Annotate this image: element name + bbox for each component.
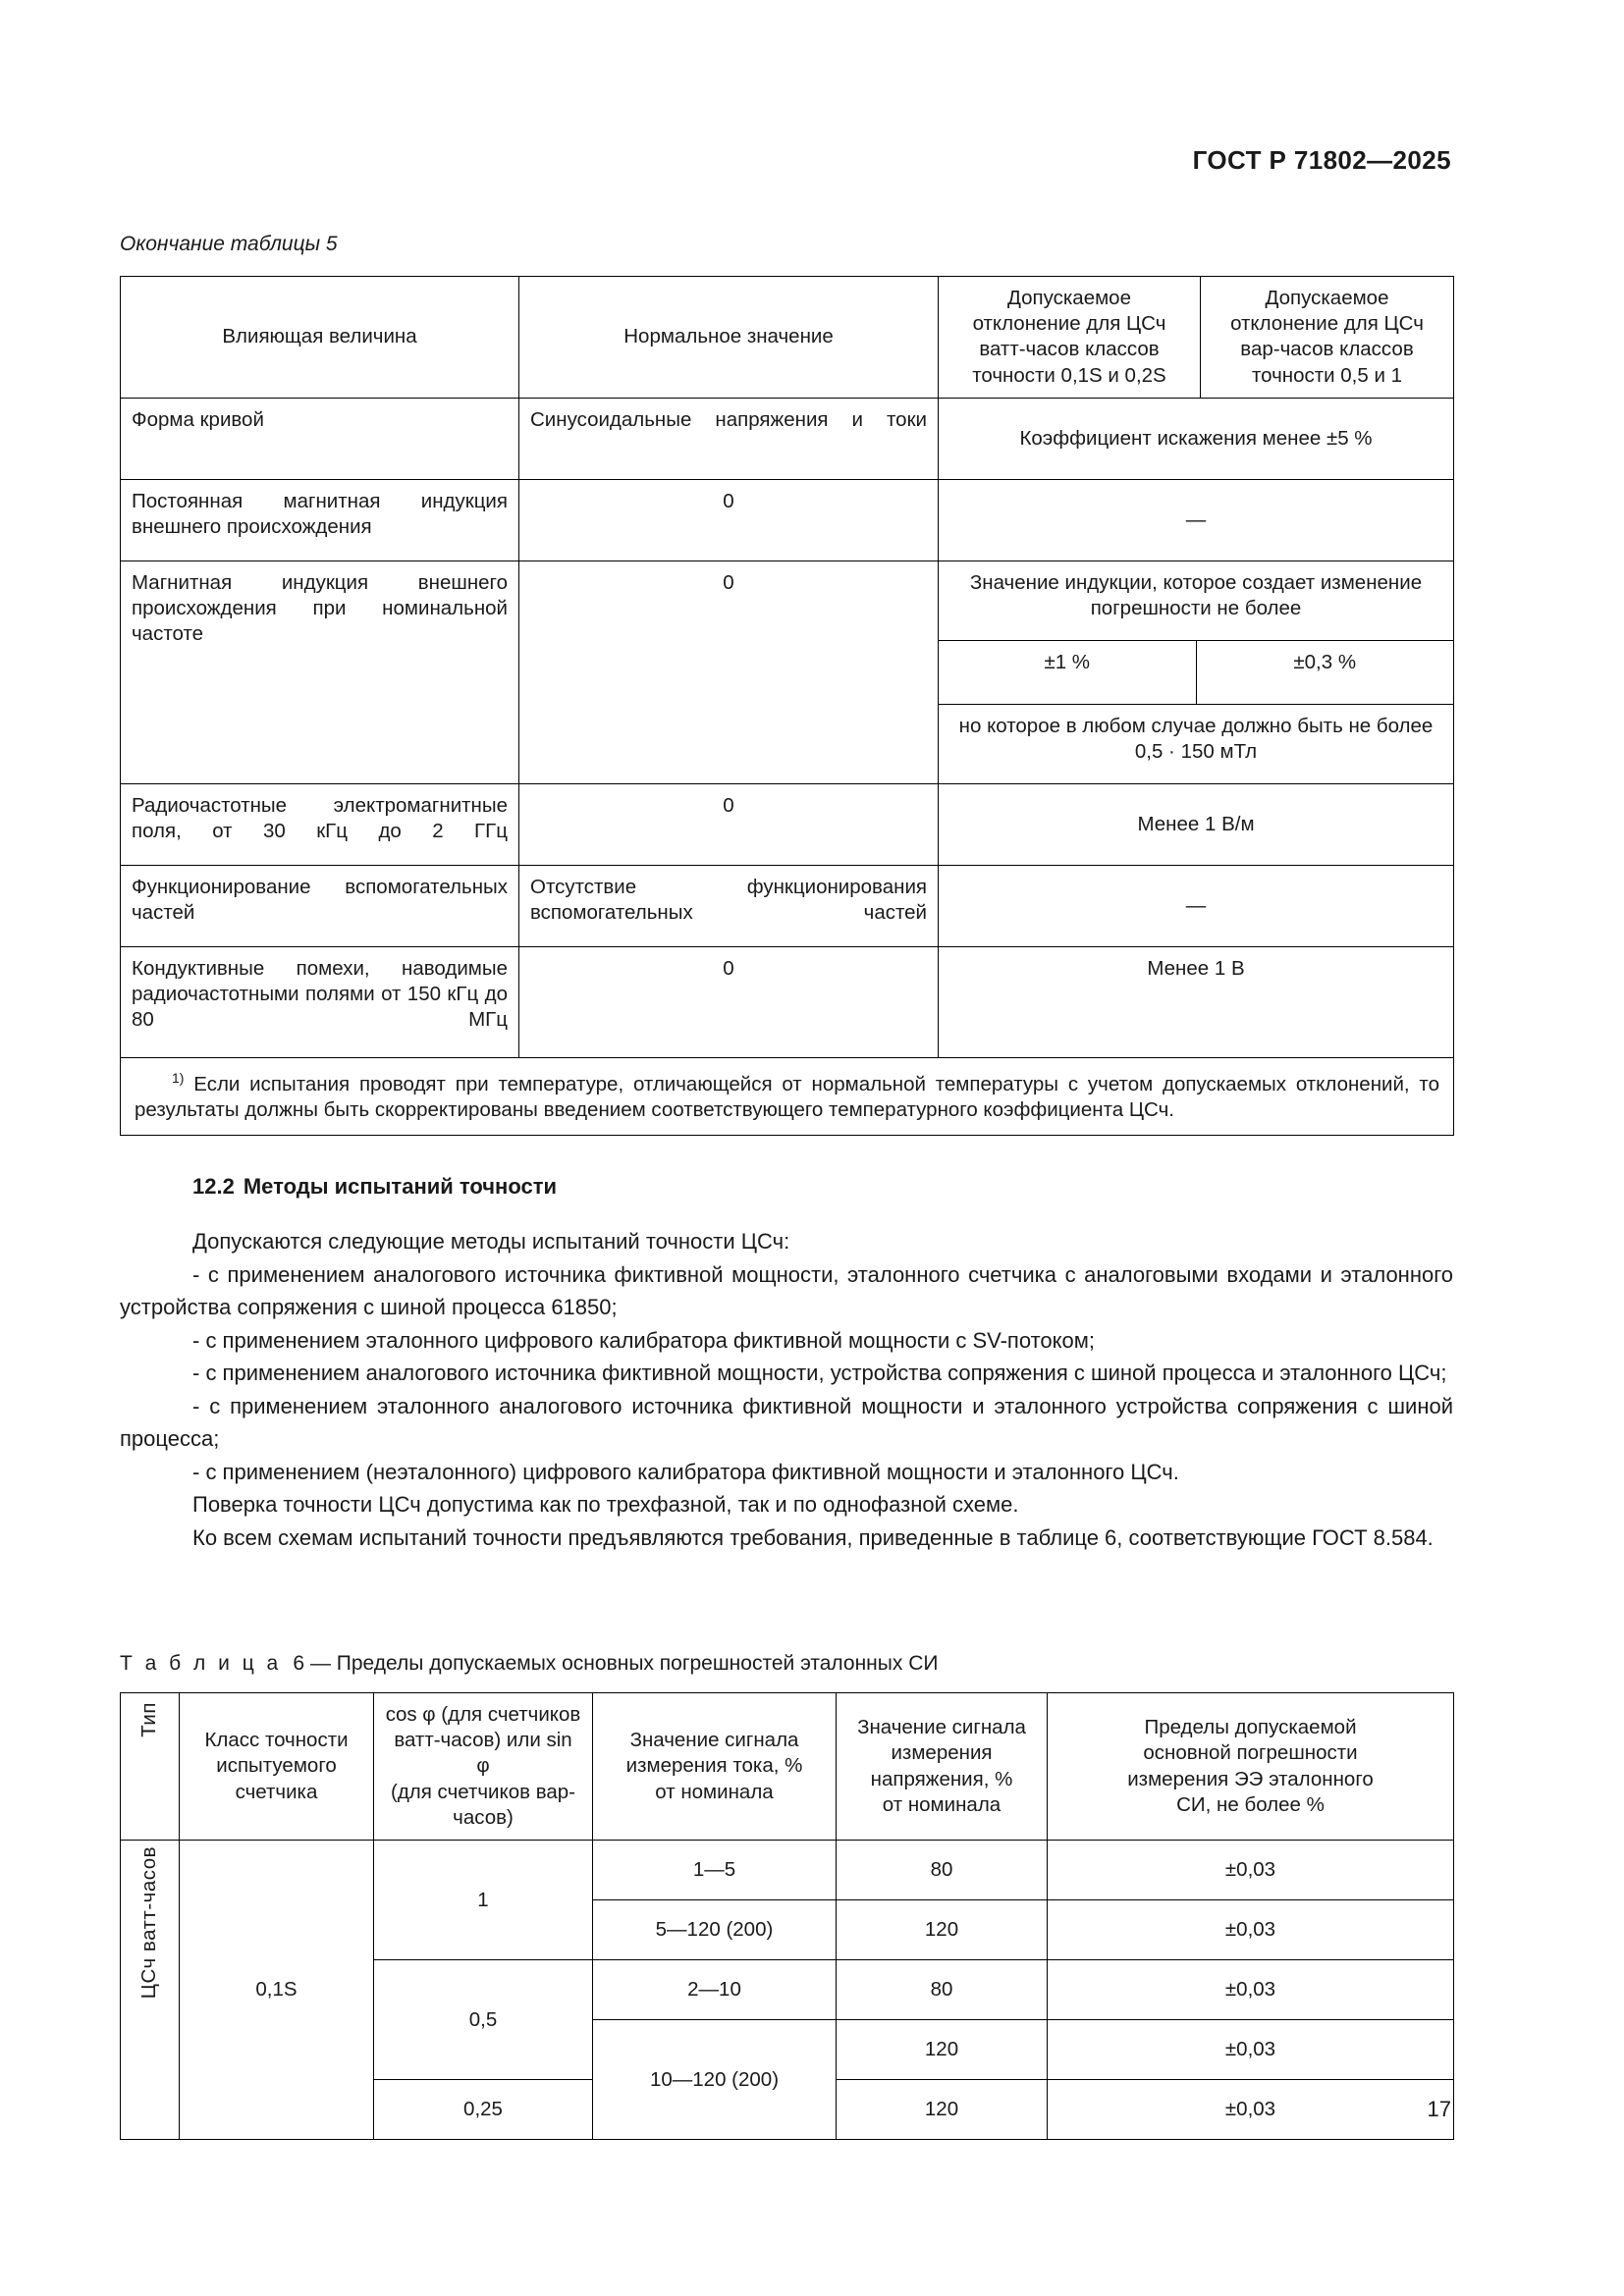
nested-cell-induction-limit: но которое в любом случае должно быть не более 0,5 · 150 мТл — [939, 704, 1453, 783]
header-line: отклонение для ЦСч — [1230, 312, 1424, 336]
table6-header-cos-phi — [374, 1693, 593, 1841]
header-line: счетчика — [235, 1780, 318, 1803]
table6-cell-error-limit: ±0,03 — [1048, 2080, 1454, 2140]
header-line: от номинала — [655, 1780, 774, 1803]
header-line: Значение сигнала — [857, 1716, 1026, 1739]
table6-header-type — [121, 1693, 180, 1841]
table6-cell-current: 5—120 (200) — [593, 1900, 837, 1960]
table6-container — [120, 1692, 1453, 2140]
table6-cell-current: 10—120 (200) — [593, 2020, 837, 2140]
nested-cell-watt-tolerance: ±1 % — [939, 640, 1196, 704]
section-number: 12.2 — [192, 1174, 235, 1199]
paragraph: - с применением эталонного цифрового калибратора фиктивной мощности с SV-потоком; — [192, 1327, 1095, 1353]
table5-cell-quantity: Функционирование вспомогательных частей — [121, 865, 519, 946]
table5-cell-normal-value: 0 — [519, 783, 939, 865]
table-row — [121, 865, 1454, 946]
section-body — [120, 1225, 1453, 1554]
table5-header-quantity: Влияющая величина — [121, 277, 519, 399]
table5-cell-quantity: Радиочастотные электромагнитные поля, от 30 кГц до 2 ГГц — [121, 783, 519, 865]
table6-cell-error-limit: ±0,03 — [1048, 2020, 1454, 2080]
table6-cell-accuracy-class: 0,1S — [180, 1841, 374, 2140]
header-line: испытуемого — [216, 1754, 337, 1778]
table6-caption-title: Пределы допускаемых основных погрешностей эталонных СИ — [336, 1652, 939, 1675]
header-line: основной погрешности — [1143, 1741, 1358, 1765]
table5-cell-quantity: Постоянная магнитная индукция внешнего происхождения — [121, 479, 519, 561]
page-number: 17 — [1427, 2097, 1451, 2121]
header-line: вар-часов классов — [1240, 338, 1414, 361]
header-line: отклонение для ЦСч — [972, 312, 1166, 336]
table5-cell-quantity: Форма кривой — [121, 398, 519, 479]
table5-cell-deviation: Коэффициент искажения менее ±5 % — [939, 398, 1454, 479]
paragraph: Допускаются следующие методы испытаний точности ЦСч: — [192, 1229, 790, 1254]
table5-footnote — [121, 1057, 1454, 1135]
paragraph: - с применением (неэталонного) цифрового калибратора фиктивной мощности и эталонного ЦСч. — [192, 1459, 1179, 1484]
header-line: измерения ЭЭ эталонного — [1127, 1767, 1374, 1790]
table6-header-accuracy-class — [180, 1693, 374, 1841]
table6-cell-current: 1—5 — [593, 1841, 837, 1900]
table6 — [120, 1692, 1454, 2140]
paragraph: Ко всем схемам испытаний точности предъявляются требования, приведенные в таблице 6, соответствующие ГОСТ 8.584. — [192, 1524, 1434, 1550]
table-row — [121, 479, 1454, 561]
table6-cell-voltage: 120 — [837, 1900, 1048, 1960]
table5-container — [120, 276, 1453, 1136]
table6-caption — [120, 1652, 938, 1676]
table5-cell-normal-value: Синусоидальные напряжения и токи — [519, 398, 939, 479]
paragraph: - с применением аналогового источника фиктивной мощности, устройства сопряжения с шиной процесса и эталонного ЦСч; — [192, 1361, 1447, 1385]
footnote-text: Если испытания проводят при температуре, отличающейся от нормальной температуры с учетом допускаемых отклонений, то результаты должны быть скорректированы введением соответствующего температурного коэффициента ЦСч. — [135, 1072, 1439, 1121]
table-row — [939, 640, 1453, 704]
header-line: ватт-часов) или sin φ — [394, 1729, 572, 1778]
table-row — [939, 704, 1453, 783]
standard-designation-header: ГОСТ Р 71802—2025 — [1192, 145, 1451, 175]
header-line: измерения — [891, 1741, 993, 1765]
table5-header-deviation-watt — [939, 277, 1201, 399]
table6-cell-cos-phi: 1 — [374, 1841, 593, 1960]
vertical-label: ЦСч ватт-часов — [137, 1846, 161, 2000]
table5-cell-deviation: — — [939, 865, 1454, 946]
header-line: Допускаемое — [1006, 287, 1131, 309]
table6-cell-voltage: 120 — [837, 2080, 1048, 2140]
table6-header-row — [121, 1693, 1454, 1841]
header-line: (для счетчиков вар- — [391, 1780, 575, 1803]
table5-cell-deviation: Менее 1 В — [939, 946, 1454, 1057]
table5-continuation-caption: Окончание таблицы 5 — [120, 233, 338, 255]
table5-cell-normal-value: Отсутствие функционирования вспомогательных частей — [519, 865, 939, 946]
table6-caption-dash: — — [309, 1652, 331, 1675]
table-row — [121, 561, 1454, 783]
table5-cell-quantity: Кондуктивные помехи, наводимые радиочастотными полями от 150 кГц до 80 МГц — [121, 946, 519, 1057]
table5-header-normal-value: Нормальное значение — [519, 277, 939, 399]
table5-cell-normal-value: 0 — [519, 561, 939, 783]
table6-header-current-signal — [593, 1693, 837, 1841]
table6-cell-voltage: 120 — [837, 2020, 1048, 2080]
table6-cell-current: 2—10 — [593, 1960, 837, 2020]
table6-cell-type — [121, 1841, 180, 2140]
table5-cell-quantity: Магнитная индукция внешнего происхождения при номинальной частоте — [121, 561, 519, 783]
table6-caption-label: Т а б л и ц а — [120, 1652, 282, 1675]
section-title: Методы испытаний точности — [243, 1174, 558, 1199]
table5-header-deviation-var — [1201, 277, 1454, 399]
section-heading — [192, 1174, 557, 1200]
table5-cell-normal-value: 0 — [519, 946, 939, 1057]
table-row — [939, 561, 1453, 641]
header-line: cos φ (для счетчиков — [385, 1703, 581, 1726]
table-row — [121, 1841, 1454, 1900]
table5-cell-normal-value: 0 — [519, 479, 939, 561]
header-line: часов) — [453, 1805, 514, 1829]
header-line: СИ, не более % — [1176, 1792, 1325, 1816]
header-line: Значение сигнала — [629, 1729, 799, 1752]
table6-cell-voltage: 80 — [837, 1841, 1048, 1900]
table-row — [121, 946, 1454, 1057]
header-line: напряжения, % — [870, 1767, 1013, 1790]
table5-footnote-row — [121, 1057, 1454, 1135]
vertical-label: Тип — [137, 1702, 161, 1737]
table6-cell-cos-phi: 0,5 — [374, 1960, 593, 2080]
table6-cell-cos-phi: 0,25 — [374, 2080, 593, 2140]
header-line: от номинала — [882, 1792, 1001, 1816]
table5-cell-deviation: Менее 1 В/м — [939, 783, 1454, 865]
header-line: точности 0,1S и 0,2S — [972, 363, 1166, 387]
paragraph: Поверка точности ЦСч допустима как по трехфазной, так и по однофазной схеме. — [192, 1492, 1019, 1517]
table6-caption-number: 6 — [293, 1652, 305, 1675]
table6-cell-voltage: 80 — [837, 1960, 1048, 2020]
table6-cell-error-limit: ±0,03 — [1048, 1960, 1454, 2020]
header-line: Пределы допускаемой — [1144, 1716, 1357, 1739]
nested-cell-var-tolerance: ±0,3 % — [1196, 640, 1453, 704]
header-line: измерения тока, % — [625, 1754, 803, 1778]
header-line: точности 0,5 и 1 — [1251, 363, 1403, 387]
table5 — [120, 276, 1454, 1136]
footnote-marker: 1) — [172, 1069, 185, 1086]
table6-header-error-limits — [1048, 1693, 1454, 1841]
table6-cell-error-limit: ±0,03 — [1048, 1900, 1454, 1960]
paragraph: - с применением эталонного аналогового источника фиктивной мощности и эталонного устройства сопряжения с шиной процесса; — [120, 1393, 1453, 1451]
header-line: Класс точности — [204, 1729, 349, 1752]
table5-header-row — [121, 277, 1454, 399]
table-row — [121, 398, 1454, 479]
nested-cell-induction-statement: Значение индукции, которое создает изменение погрешности не более — [939, 561, 1453, 641]
table5-cell-deviation: — — [939, 479, 1454, 561]
table6-header-voltage-signal — [837, 1693, 1048, 1841]
paragraph: - с применением аналогового источника фиктивной мощности, эталонного счетчика с аналоговыми входами и эталонного устройства сопряжения с шиной процесса 61850; — [120, 1261, 1453, 1319]
table-row — [121, 783, 1454, 865]
header-line: Допускаемое — [1265, 287, 1389, 309]
table5-cell-deviation-nested — [939, 561, 1454, 783]
table6-cell-error-limit: ±0,03 — [1048, 1841, 1454, 1900]
header-line: ватт-часов классов — [979, 338, 1160, 361]
table5-nested-deviation — [939, 561, 1453, 783]
